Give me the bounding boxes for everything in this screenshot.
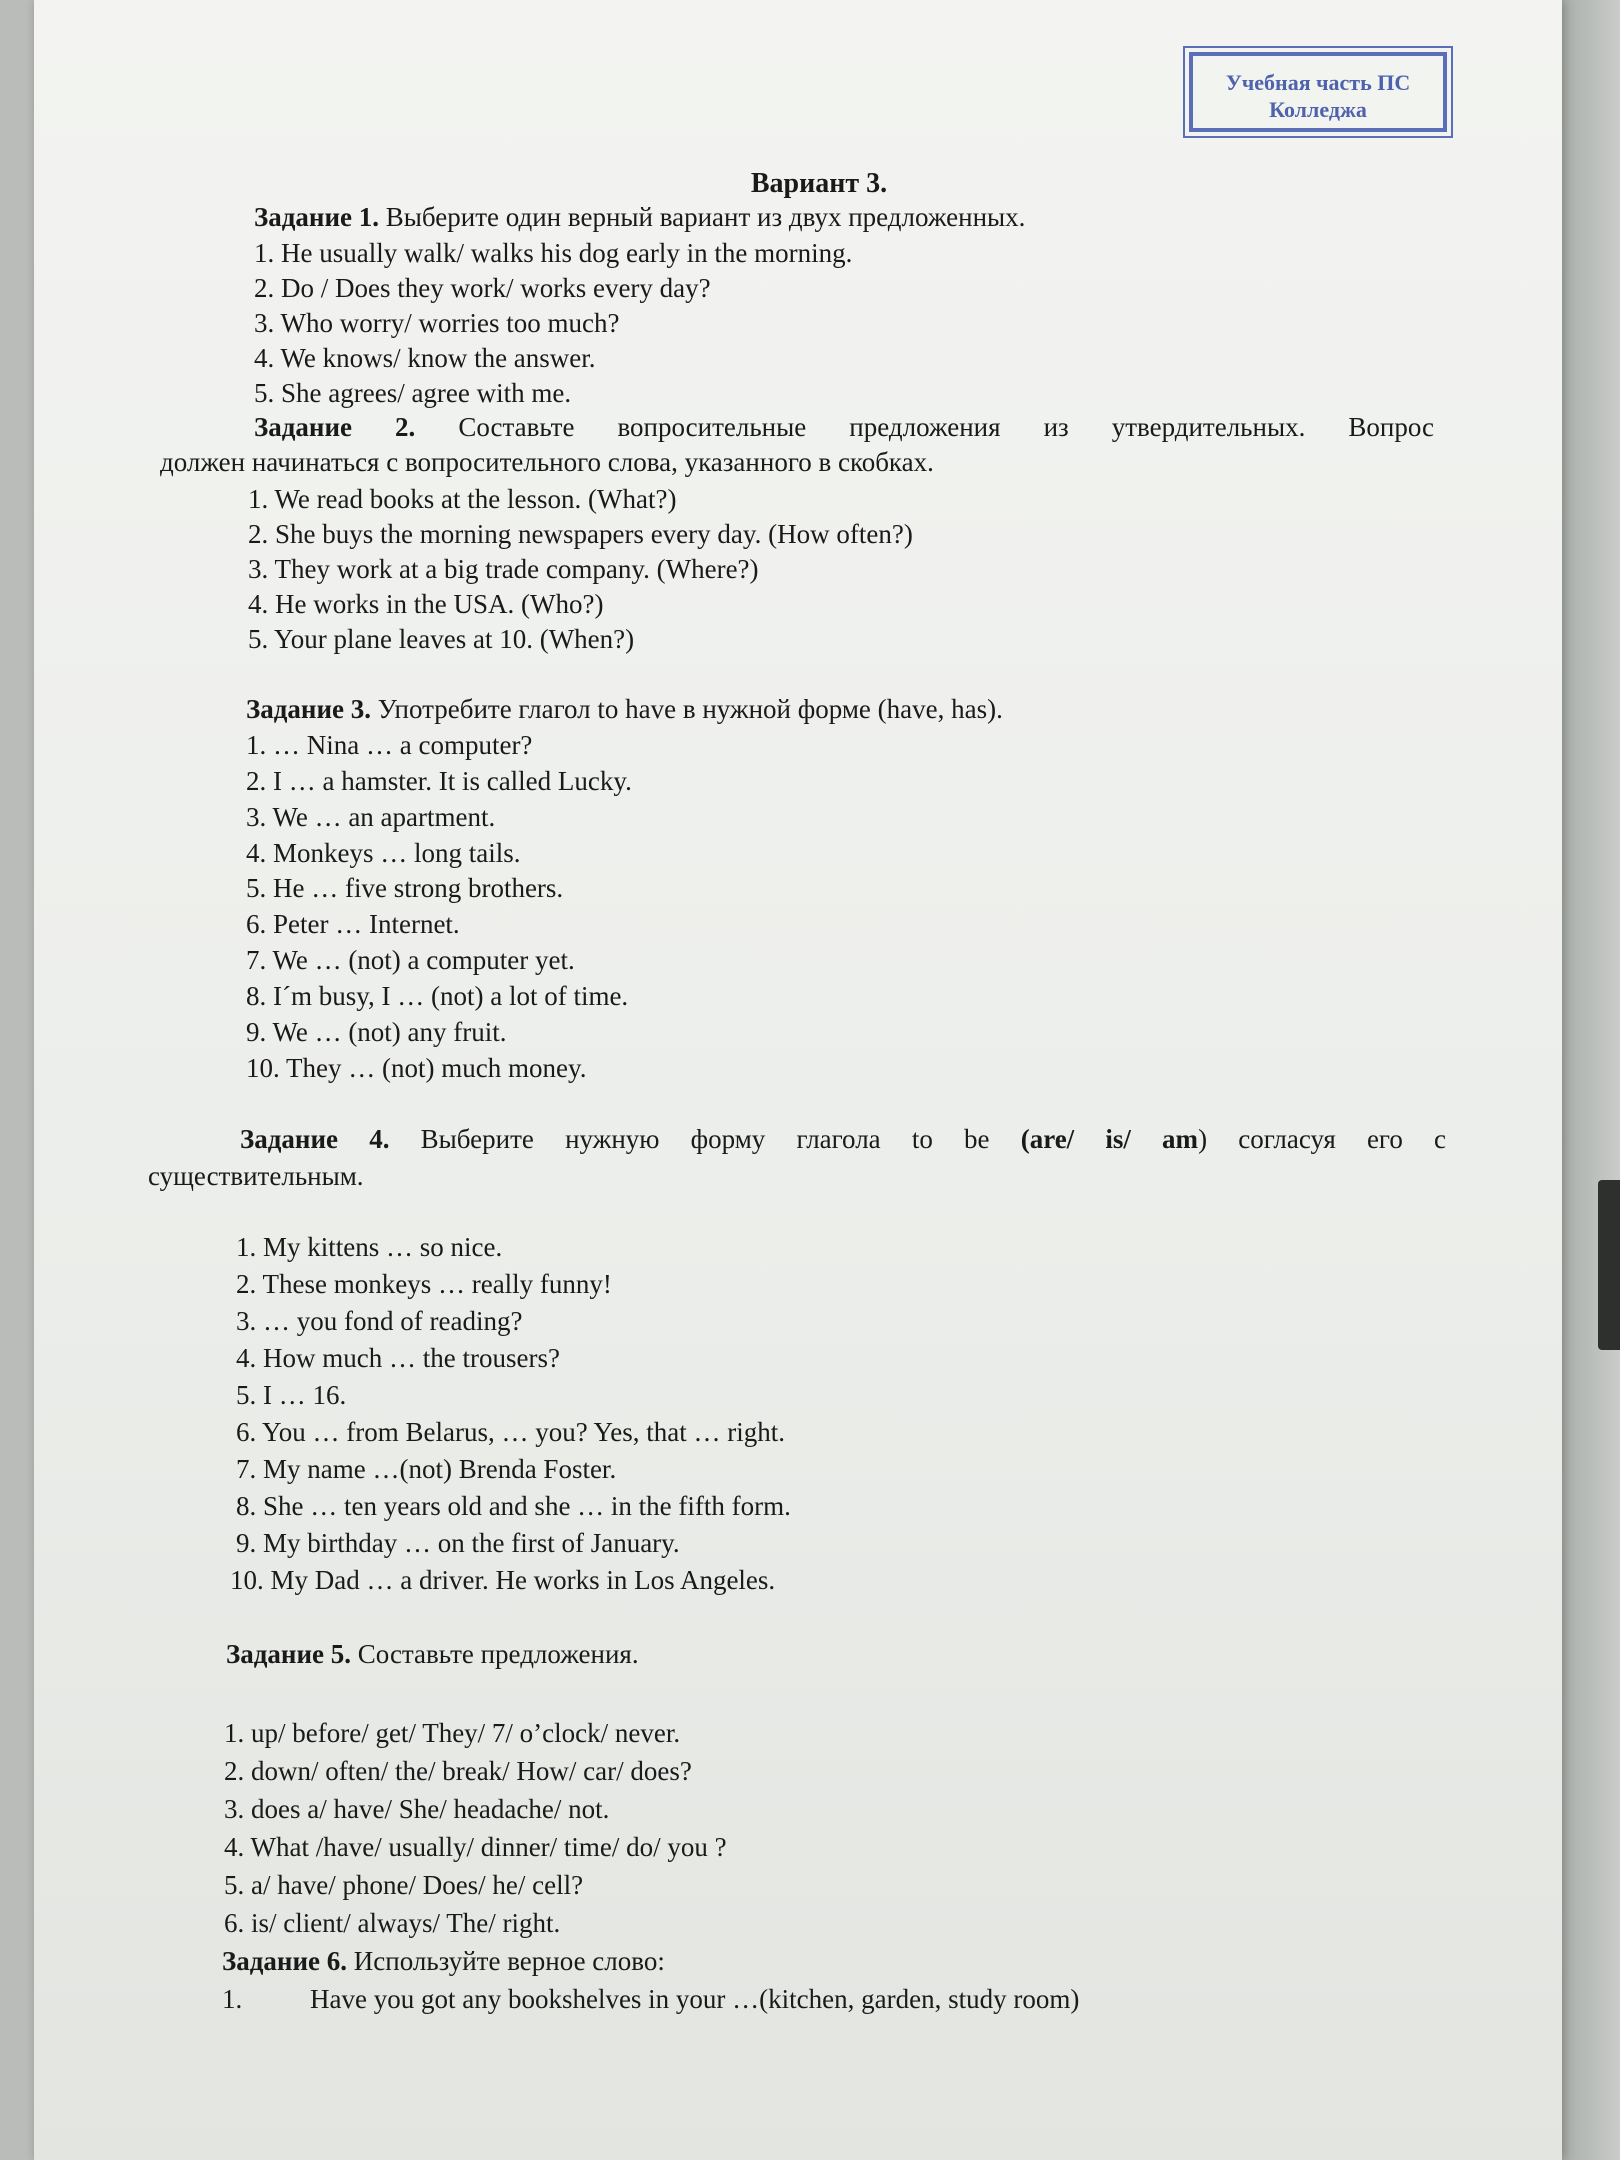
task2-instruction-continued: должен начинаться с вопросительного слова, указанного в скобках. bbox=[160, 447, 934, 477]
task6-instruction: Используйте верное слово: bbox=[347, 1946, 665, 1976]
task4-item: 2. These monkeys … really funny! bbox=[236, 1269, 612, 1299]
task3-instruction: Употребите глагол to have в нужной форме (have, has). bbox=[371, 694, 1003, 724]
task5-item: 6. is/ client/ always/ The/ right. bbox=[224, 1908, 561, 1938]
task4-label: Задание 4. bbox=[240, 1124, 390, 1154]
stamp-line-1: Учебная часть ПС bbox=[1225, 70, 1411, 95]
variant-title: Вариант 3. bbox=[750, 168, 888, 199]
task4-item: 4. How much … the trousers? bbox=[236, 1343, 560, 1373]
task3-item: 6. Peter … Internet. bbox=[246, 909, 460, 939]
task5-instruction: Составьте предложения. bbox=[351, 1639, 639, 1669]
task1-item: 2. Do / Does they work/ works every day? bbox=[254, 273, 711, 303]
task3-item: 3. We … an apartment. bbox=[246, 802, 496, 832]
task1-item: 4. We knows/ know the answer. bbox=[254, 343, 596, 373]
task3-item: 2. I … a hamster. It is called Lucky. bbox=[246, 766, 632, 796]
college-stamp bbox=[1189, 52, 1447, 132]
task3-item: 7. We … (not) a computer yet. bbox=[246, 945, 575, 975]
task2-header bbox=[254, 410, 1434, 445]
task4-instruction-end: ) согласуя его с bbox=[1198, 1124, 1447, 1154]
task3-item: 8. I´m busy, I … (not) a lot of time. bbox=[246, 981, 629, 1011]
task2-item: 2. She buys the morning newspapers every day. (How often?) bbox=[248, 519, 913, 549]
task2-item: 3. They work at a big trade company. (Where?) bbox=[248, 554, 759, 584]
task5-label: Задание 5. bbox=[226, 1639, 352, 1669]
task2-item: 5. Your plane leaves at 10. (When?) bbox=[248, 624, 635, 654]
task3-item: 5. He … five strong brothers. bbox=[246, 873, 564, 903]
task5-item: 1. up/ before/ get/ They/ 7/ o’clock/ never. bbox=[224, 1718, 681, 1748]
task3-item: 10. They … (not) much money. bbox=[246, 1053, 587, 1083]
task4-item: 7. My name …(not) Brenda Foster. bbox=[236, 1454, 617, 1484]
task5-item: 4. What /have/ usually/ dinner/ time/ do/ you ? bbox=[224, 1832, 727, 1862]
task1-instruction: Выберите один верный вариант из двух предложенных. bbox=[379, 202, 1026, 232]
task4-instruction: Выберите нужную форму глагола to be bbox=[389, 1124, 1021, 1154]
task3-header bbox=[246, 692, 1003, 727]
task6-item bbox=[222, 1982, 1079, 2017]
task4-item: 5. I … 16. bbox=[236, 1380, 347, 1410]
worksheet-page bbox=[34, 0, 1562, 2160]
task6-item-number: 1. bbox=[222, 1984, 243, 2014]
task2-instruction: Составьте вопросительные предложения из утвердительных. Вопрос bbox=[415, 412, 1434, 442]
task4-item: 10. My Dad … a driver. He works in Los Angeles. bbox=[230, 1565, 776, 1595]
task6-label: Задание 6. bbox=[222, 1946, 348, 1976]
task4-item: 6. You … from Belarus, … you? Yes, that … right. bbox=[236, 1417, 786, 1447]
task5-item: 3. does a/ have/ She/ headache/ not. bbox=[224, 1794, 610, 1824]
task1-item: 5. She agrees/ agree with me. bbox=[254, 378, 572, 408]
task5-item: 2. down/ often/ the/ break/ How/ car/ does? bbox=[224, 1756, 692, 1786]
task5-header bbox=[226, 1637, 639, 1672]
task3-label: Задание 3. bbox=[246, 694, 372, 724]
task5-item: 5. a/ have/ phone/ Does/ he/ cell? bbox=[224, 1870, 584, 1900]
task6-item-text: Have you got any bookshelves in your …(kitchen, garden, study room) bbox=[310, 1984, 1080, 2014]
task4-forms: (are/ is/ am bbox=[1020, 1124, 1199, 1154]
task2-item: 4. He works in the USA. (Who?) bbox=[248, 589, 604, 619]
task3-item: 4. Monkeys … long tails. bbox=[246, 838, 521, 868]
task3-item: 9. We … (not) any fruit. bbox=[246, 1017, 507, 1047]
task2-item: 1. We read books at the lesson. (What?) bbox=[248, 484, 677, 514]
task4-instruction-continued: существительным. bbox=[148, 1161, 364, 1191]
task4-header bbox=[240, 1122, 1446, 1157]
task6-header bbox=[222, 1944, 665, 1979]
task1-header bbox=[254, 200, 1025, 235]
task4-item: 1. My kittens … so nice. bbox=[236, 1232, 503, 1262]
task1-item: 3. Who worry/ worries too much? bbox=[254, 308, 620, 338]
stamp-line-2: Колледжа bbox=[1269, 97, 1367, 122]
task4-item: 9. My birthday … on the first of January. bbox=[236, 1528, 680, 1558]
task3-item: 1. … Nina … a computer? bbox=[246, 730, 533, 760]
task4-item: 8. She … ten years old and she … in the fifth form. bbox=[236, 1491, 791, 1521]
task1-item: 1. He usually walk/ walks his dog early in the morning. bbox=[254, 238, 853, 268]
book-edge bbox=[1598, 1180, 1620, 1350]
task4-item: 3. … you fond of reading? bbox=[236, 1306, 523, 1336]
task2-label: Задание 2. bbox=[254, 412, 416, 442]
task1-label: Задание 1. bbox=[254, 202, 380, 232]
